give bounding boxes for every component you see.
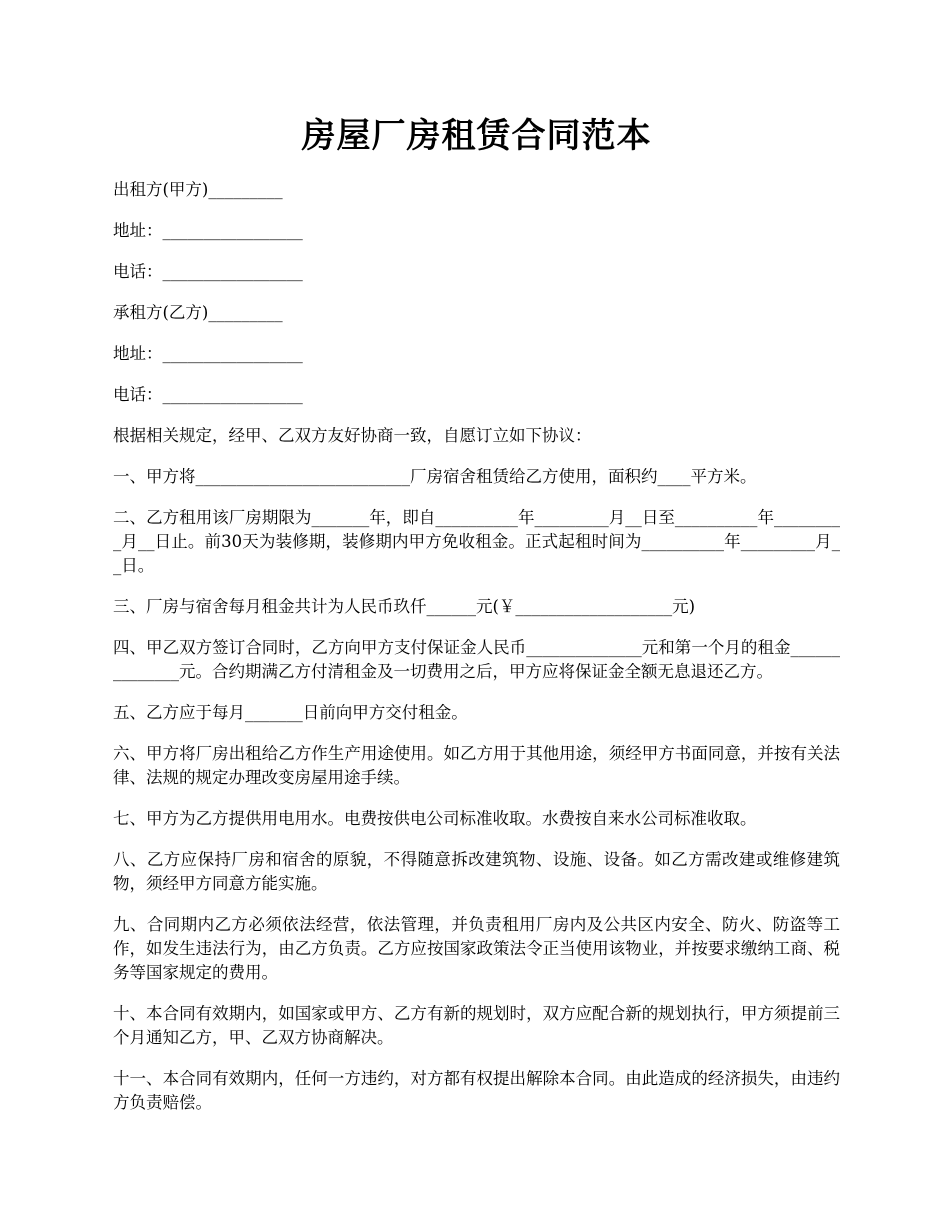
lessee-phone-line: 电话：_________________ [113,385,303,404]
clause-4: 四、甲乙双方签订合同时，乙方向甲方支付保证金人民币______________元和第一个月的租金______________元。合约期满乙方付清租金及一切费用之后，甲方应将保证金全额无息退还乙方。 [113,638,840,681]
clause-6: 六、甲方将厂房出租给乙方作生产用途使用。如乙方用于其他用途，须经甲方书面同意，并按有关法律、法规的规定办理改变房屋用途手续。 [113,744,840,787]
clause-11: 十一、本合同有效期内，任何一方违约，对方都有权提出解除本合同。由此造成的经济损失，由违约方负责赔偿。 [113,1069,840,1112]
clause-9: 九、合同期内乙方必须依法经营，依法管理，并负责租用厂房内及公共区内安全、防火、防盗等工作，如发生违法行为，由乙方负责。乙方应按国家政策法令正当使用该物业，并按要求缴纳工商、税务等国家规定的费用。 [113,915,840,982]
document-body [113,178,840,1132]
lessor-phone-line: 电话：_________________ [113,262,303,281]
clause-3: 三、厂房与宿舍每月租金共计为人民币玖仟______元(￥___________________元) [113,597,696,616]
clause-7: 七、甲方为乙方提供用电用水。电费按供电公司标准收取。水费按自来水公司标准收取。 [113,809,757,828]
lessor-address-line: 地址：_________________ [113,221,303,240]
lessee-line: 承租方(乙方)_________ [113,303,283,322]
clause-10: 十、本合同有效期内，如国家或甲方、乙方有新的规划时，双方应配合新的规划执行，甲方须提前三个月通知乙方，甲、乙双方协商解决。 [113,1004,840,1047]
clause-1: 一、甲方将__________________________厂房宿舍租赁给乙方使用，面积约____平方米。 [113,467,757,486]
preamble-paragraph: 根据相关规定，经甲、乙双方友好协商一致，自愿订立如下协议： [113,426,592,445]
clause-2: 二、乙方租用该厂房期限为_______年，即自__________年_________月__日至__________年_________月__日止。前30天为装修期，装修期内甲方免收租金。正式起租时间为__________年_________月__日。 [113,508,840,575]
clause-5: 五、乙方应于每月_______日前向甲方交付租金。 [113,703,468,722]
lessee-address-line: 地址：_________________ [113,344,303,363]
document-title: 房屋厂房租赁合同范本 [301,116,652,156]
clause-8: 八、乙方应保持厂房和宿舍的原貌，不得随意拆改建筑物、设施、设备。如乙方需改建或维修建筑物，须经甲方同意方能实施。 [113,850,840,893]
lessor-line: 出租方(甲方)_________ [113,180,283,199]
